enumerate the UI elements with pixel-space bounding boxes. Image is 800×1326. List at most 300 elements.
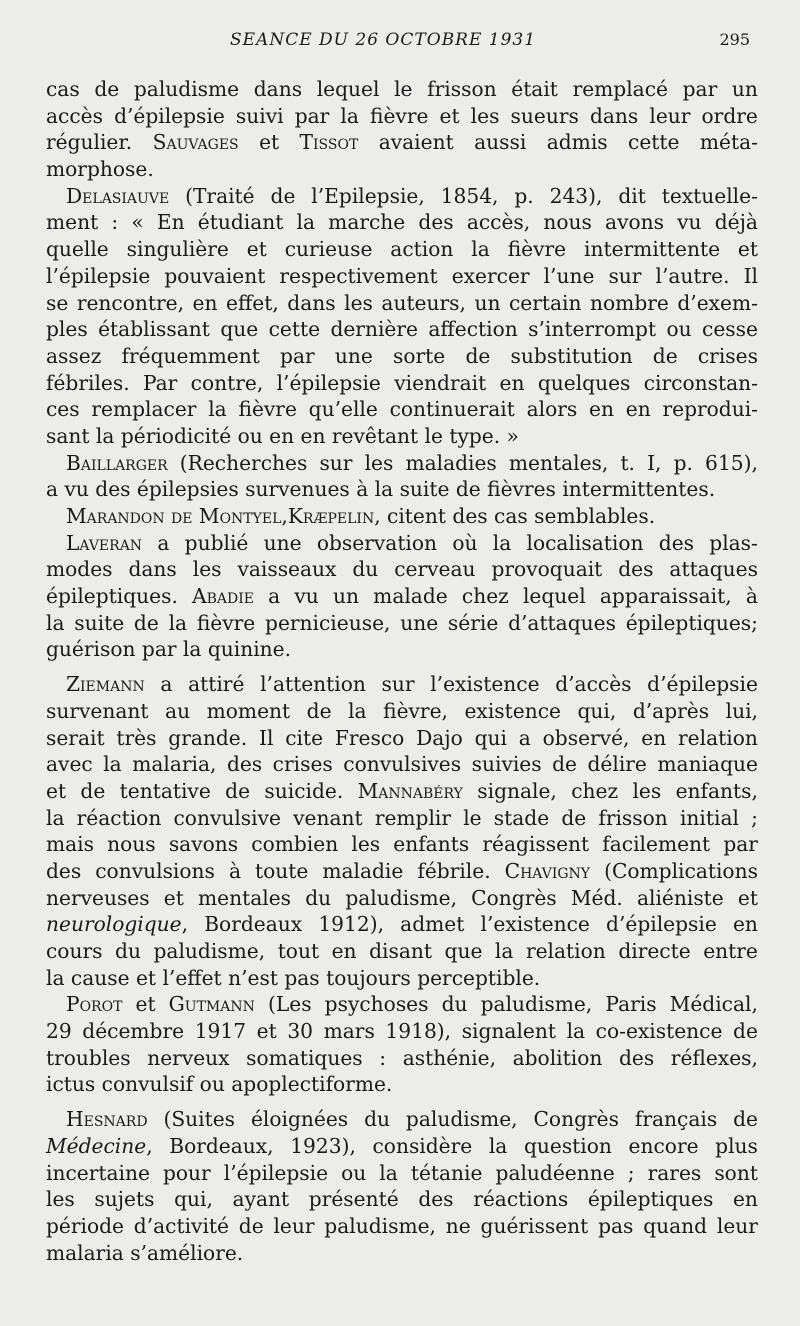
page-number: 295: [719, 30, 750, 49]
word: dernière: [330, 317, 418, 342]
word: des: [658, 530, 694, 555]
word: quelques: [537, 370, 631, 395]
word: les: [46, 1187, 75, 1212]
word: vu: [294, 584, 319, 609]
word: (Traité: [185, 183, 255, 208]
word: chez: [571, 778, 619, 803]
text-line: [46, 751, 758, 778]
word: d’exem-: [677, 290, 758, 315]
word: relation: [525, 939, 606, 963]
word: tétanie: [410, 1160, 483, 1185]
word: paludisme: [133, 77, 240, 101]
word: les: [364, 450, 394, 475]
word: dans: [287, 290, 336, 315]
text-line: [46, 530, 758, 557]
word: a: [268, 584, 281, 609]
word: de: [270, 183, 296, 208]
text-line: [46, 1106, 758, 1133]
word: l’Epilepsie,: [311, 183, 425, 208]
word: à: [745, 584, 758, 609]
word: somatiques: [246, 1045, 363, 1070]
word: établissant: [98, 317, 210, 342]
word: et: [259, 130, 280, 155]
text-line: sant la périodicité ou en en revêtant le type. »: [46, 423, 519, 448]
word: Baillarger: [66, 450, 168, 475]
paragraph: [46, 503, 758, 530]
word: d’accès: [555, 672, 632, 697]
word: et: [439, 103, 460, 128]
word: nous: [107, 832, 156, 857]
word: une: [263, 530, 302, 555]
word: dans: [128, 557, 177, 582]
word: accès,: [466, 210, 531, 235]
word: série: [447, 610, 499, 635]
word: épileptiques.: [46, 584, 178, 609]
text-line: [46, 263, 758, 290]
word: étudiant: [197, 210, 284, 235]
word: t.: [620, 450, 635, 475]
word: la: [348, 698, 367, 723]
word: chez: [461, 584, 509, 609]
word: frisson: [427, 77, 497, 101]
word: l’attention: [260, 672, 366, 697]
word: neurologique,: [46, 912, 189, 937]
word: co-existence: [595, 1019, 723, 1044]
word: sorte: [393, 343, 446, 368]
word: suivies: [471, 752, 542, 777]
word: sur: [608, 263, 642, 288]
word: admet: [400, 912, 465, 937]
word: facilement: [602, 832, 711, 857]
word: «: [131, 210, 144, 235]
word: marche: [328, 210, 406, 235]
paragraph: [46, 1106, 758, 1266]
word: remplacé: [572, 77, 668, 101]
word: présenté: [308, 1187, 399, 1212]
word: période: [46, 1213, 124, 1238]
word: ou: [341, 1160, 367, 1185]
word: ;: [627, 1160, 635, 1185]
word: la: [103, 752, 122, 777]
text-line: [46, 698, 758, 725]
word: décembre: [82, 1019, 185, 1044]
word: abolition: [512, 1045, 603, 1070]
word: Fresco: [334, 725, 405, 750]
text-line: [46, 129, 758, 156]
word: la: [46, 805, 65, 830]
text-line: [46, 343, 758, 370]
word: et: [256, 1019, 277, 1044]
word: déjà: [714, 210, 758, 235]
word: sujets: [94, 1187, 155, 1212]
text-line: [46, 885, 758, 912]
word: le: [463, 805, 482, 830]
paragraph: [46, 183, 758, 450]
text-line: [46, 103, 758, 130]
word: maladies: [405, 450, 497, 475]
word: vaisseaux: [237, 557, 337, 582]
word: des: [46, 858, 82, 883]
text-line: [46, 370, 758, 397]
word: paludisme,: [345, 885, 457, 910]
word: Paris: [605, 992, 657, 1017]
text-line: [46, 1213, 758, 1240]
word: la: [168, 610, 188, 635]
word: français: [634, 1107, 718, 1132]
word: apparaissait,: [599, 584, 732, 609]
word: publié: [184, 530, 249, 555]
word: remplacer: [91, 397, 197, 422]
word: Bordeaux: [204, 912, 303, 937]
word: de: [133, 610, 159, 635]
word: signale,: [477, 778, 557, 803]
word: 615),: [705, 450, 758, 475]
word: des: [618, 557, 654, 582]
word: paludisme,: [480, 992, 593, 1017]
paragraph: [46, 671, 758, 991]
word: la: [46, 610, 65, 635]
word: d’épilepsie: [606, 912, 717, 937]
word: se: [46, 290, 69, 315]
word: réactions: [473, 1187, 569, 1212]
text-line: [46, 1018, 758, 1045]
paragraph: [46, 530, 758, 663]
word: l’épilepsie: [276, 370, 381, 395]
word: psychoses: [324, 992, 429, 1017]
word: en: [192, 290, 218, 315]
text-line: [46, 725, 758, 752]
word: fièvre: [370, 103, 429, 128]
text-line: [46, 1160, 758, 1187]
word: suicide.: [264, 778, 344, 803]
word: qui,: [577, 698, 617, 723]
word: pouvaient: [164, 263, 266, 288]
word: (Complications: [604, 858, 758, 883]
text-line: a vu des épilepsies survenues à la suite de fièvres intermittentes.: [46, 477, 716, 502]
word: avec: [46, 752, 93, 777]
word: fièvre: [238, 397, 297, 422]
word: d’après: [632, 698, 710, 723]
word: leur: [716, 1213, 758, 1238]
word: 29: [46, 1019, 72, 1044]
word: la: [494, 939, 514, 963]
word: ayant: [232, 1187, 290, 1212]
word: en: [732, 912, 758, 937]
text-line: [46, 290, 758, 317]
word: convulsions: [95, 858, 215, 883]
word: fièvre: [507, 237, 567, 262]
word: maladie: [322, 858, 404, 883]
word: les: [192, 557, 222, 582]
word: 1912),: [318, 912, 384, 937]
word: combien: [251, 832, 339, 857]
word: plus: [715, 1133, 758, 1158]
word: tout: [277, 939, 320, 963]
word: quelle: [46, 237, 109, 262]
word: survenant: [46, 698, 149, 723]
word: Porot: [66, 992, 123, 1017]
word: avaient: [378, 130, 454, 155]
word: avons: [605, 210, 664, 235]
word: leur: [649, 103, 691, 128]
word: a: [160, 672, 173, 697]
word: malade: [373, 584, 448, 609]
word: mentales,: [508, 450, 609, 475]
word: enfants,: [675, 778, 758, 803]
word: du: [364, 1107, 390, 1132]
word: leur: [273, 1213, 315, 1238]
word: un: [332, 584, 359, 609]
word: de: [465, 343, 491, 368]
paragraph: [46, 450, 758, 503]
word: pour: [162, 1160, 211, 1185]
word: ou: [666, 317, 692, 342]
word: cette: [628, 130, 680, 155]
word: et: [135, 992, 156, 1017]
word: l’existence: [480, 912, 590, 937]
word: enfants: [393, 832, 470, 857]
word: sur: [319, 450, 353, 475]
word: où: [452, 530, 478, 555]
word: crises: [697, 343, 758, 368]
word: Médecine,: [46, 1133, 153, 1158]
word: guérissent: [480, 1213, 589, 1238]
word: (Les: [267, 992, 312, 1017]
word: épileptiques;: [625, 610, 758, 635]
word: localisation: [526, 530, 644, 555]
word: un: [731, 77, 758, 101]
text-line: [46, 991, 758, 1018]
text-line: [46, 805, 758, 832]
word: Médical,: [669, 992, 758, 1017]
word: circonstan-: [643, 370, 758, 395]
word: les: [470, 103, 500, 128]
word: Bordeaux,: [169, 1133, 274, 1158]
word: de: [561, 805, 587, 830]
text-line: malaria s’améliore.: [46, 1240, 244, 1265]
word: auteurs,: [381, 290, 466, 315]
word: incertaine: [46, 1160, 150, 1185]
word: vu: [677, 210, 702, 235]
word: une: [400, 610, 439, 635]
text-line: [46, 583, 758, 610]
word: suite: [74, 610, 125, 635]
word: de: [652, 343, 678, 368]
word: 1918),: [385, 1019, 452, 1044]
word: Il: [258, 725, 274, 750]
word: a: [518, 725, 531, 750]
word: I,: [647, 450, 662, 475]
word: sueurs: [510, 103, 579, 128]
word: encore: [628, 1133, 699, 1158]
word: dans: [589, 103, 639, 128]
word: et: [246, 237, 267, 262]
word: aussi: [474, 130, 527, 155]
word: réagissent: [482, 832, 590, 857]
word: Chavigny: [504, 858, 591, 883]
text-line: [46, 671, 758, 698]
word: ne: [445, 1213, 471, 1238]
text-line: [46, 1045, 758, 1072]
word: 1917: [194, 1019, 247, 1044]
word: Par: [142, 370, 178, 395]
word: action: [390, 237, 454, 262]
word: épileptiques: [587, 1187, 714, 1212]
word: effet,: [226, 290, 279, 315]
word: Congrès: [471, 885, 557, 910]
word: pernicieuse,: [265, 610, 391, 635]
word: Sauvages: [152, 130, 239, 155]
word: de: [238, 1213, 264, 1238]
text-line: Marandon de Montyel , Kræpelin , citent des cas semblables.: [66, 504, 656, 528]
word: ples: [46, 317, 88, 342]
text-line: [46, 236, 758, 263]
word: Ziemann: [66, 672, 145, 697]
word: de: [733, 1107, 758, 1132]
word: qui: [474, 725, 507, 750]
word: accès: [46, 103, 103, 128]
word: à: [228, 858, 241, 883]
word: d’activité: [133, 1213, 229, 1238]
word: les: [351, 832, 381, 857]
word: que: [220, 317, 259, 342]
text-line: [46, 858, 758, 885]
word: En: [156, 210, 185, 235]
word: des: [618, 1045, 655, 1070]
word: ment: [46, 210, 99, 235]
text-line: la cause et l’effet n’est pas toujours perceptible.: [46, 965, 541, 990]
word: mars: [323, 1019, 375, 1044]
word: mentales: [198, 885, 292, 910]
text-line: [46, 209, 758, 236]
word: p.: [514, 183, 534, 208]
word: convulsive: [173, 805, 281, 830]
word: cette: [268, 317, 321, 342]
word: 1923),: [290, 1133, 356, 1158]
word: intermittente: [584, 237, 721, 262]
word: 30: [287, 1019, 314, 1044]
word: la: [208, 397, 227, 422]
word: continuerait: [389, 397, 515, 422]
word: la: [340, 103, 359, 128]
word: remplir: [374, 805, 452, 830]
word: Hesnard: [66, 1107, 148, 1132]
word: délire: [587, 752, 647, 777]
word: était: [511, 77, 558, 101]
word: un: [474, 290, 501, 315]
word: la: [471, 237, 490, 262]
word: la: [566, 1019, 586, 1044]
text-line: guérison par la quinine.: [46, 637, 292, 662]
word: malaria,: [132, 752, 217, 777]
text-line: [46, 1186, 758, 1213]
word: cesse: [702, 317, 758, 342]
word: cerveau: [394, 557, 476, 582]
word: tentative: [119, 778, 211, 803]
word: relation: [678, 725, 758, 750]
word: pas: [598, 1213, 634, 1238]
word: lequel: [522, 584, 586, 609]
word: les: [632, 778, 662, 803]
word: Congrès: [533, 1107, 619, 1132]
word: d’attaques: [508, 610, 616, 635]
word: une: [334, 343, 373, 368]
word: quand: [643, 1213, 708, 1238]
word: méta-: [699, 130, 758, 155]
word: par: [280, 343, 315, 368]
word: sur: [381, 672, 415, 697]
word: question: [523, 1133, 612, 1158]
word: cite: [285, 725, 324, 750]
word: de: [733, 1019, 758, 1044]
word: au: [165, 698, 191, 723]
word: existence: [464, 698, 561, 723]
word: nous: [543, 210, 592, 235]
running-head: SEANCE DU 26 OCTOBRE 1931: [230, 30, 537, 50]
word: des: [226, 752, 263, 777]
word: moment: [206, 698, 291, 723]
word: l’épilepsie: [223, 1160, 329, 1185]
word: savons: [168, 832, 239, 857]
word: grande.: [168, 725, 248, 750]
word: lequel: [316, 77, 380, 101]
word: nerveux: [147, 1045, 230, 1070]
word: singulière: [126, 237, 229, 262]
word: fièvre,: [383, 698, 448, 723]
word: et: [46, 778, 67, 803]
word: s’interrompt: [528, 317, 657, 342]
word: crises: [272, 752, 333, 777]
word: de: [80, 778, 106, 803]
word: du: [352, 557, 379, 582]
word: l’existence: [430, 672, 540, 697]
word: de: [225, 778, 251, 803]
word: rencontre,: [76, 290, 185, 315]
word: et: [737, 885, 758, 910]
word: initial: [679, 805, 739, 830]
word: disant: [369, 939, 432, 963]
word: p.: [673, 450, 693, 475]
word: en: [625, 397, 651, 422]
word: paludisme,: [405, 1107, 518, 1132]
word: Mannabéry: [357, 778, 463, 803]
word: paludéenne: [495, 1160, 615, 1185]
word: du: [441, 992, 468, 1017]
word: (Recherches: [179, 450, 308, 475]
word: certain: [508, 290, 582, 315]
word: Méd.: [570, 885, 623, 910]
text-line: [46, 183, 758, 210]
word: l’une: [543, 263, 595, 288]
word: qui,: [174, 1187, 213, 1212]
word: aliéniste: [636, 885, 724, 910]
word: l’épilepsie: [46, 263, 151, 288]
word: en: [732, 1187, 758, 1212]
word: convulsives: [343, 752, 462, 777]
word: plas-: [709, 530, 758, 555]
word: directe: [618, 939, 691, 963]
word: observation: [316, 530, 438, 555]
word: la: [488, 1133, 508, 1158]
word: Abadie: [192, 584, 254, 609]
word: assez: [46, 343, 102, 368]
word: en: [641, 725, 667, 750]
word: dit: [618, 183, 646, 208]
word: ordre: [701, 103, 758, 128]
word: considère: [372, 1133, 473, 1158]
word: en: [499, 370, 525, 395]
word: d’épilepsie: [647, 672, 758, 697]
